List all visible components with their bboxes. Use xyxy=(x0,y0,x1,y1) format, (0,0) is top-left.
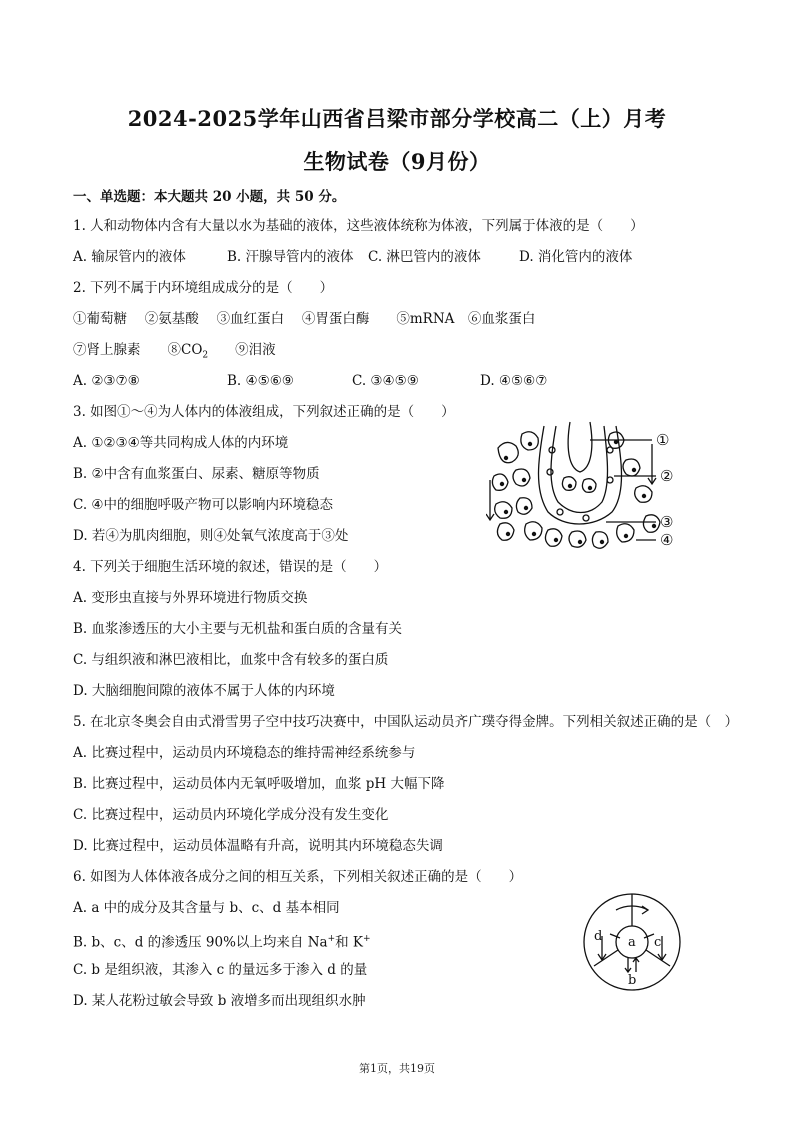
section-heading: 一、单选题：本大题共 20 小题，共 50 分。 xyxy=(73,189,346,205)
q5-option-b: B. 比赛过程中，运动员体内无氧呼吸增加，血浆 pH 大幅下降 xyxy=(73,776,445,792)
q5-stem: 5. 在北京冬奥会自由式滑雪男子空中技巧决赛中，中国队运动员齐广璞夺得金牌。下列相关叙述正确的是（ ） xyxy=(73,714,739,730)
q1-option-a: A. 输尿管内的液体 xyxy=(73,249,186,265)
q3-stem: 3. 如图①～④为人体内的体液组成，下列叙述正确的是（ ） xyxy=(73,404,455,420)
q5-option-c: C. 比赛过程中，运动员内环境化学成分没有发生变化 xyxy=(73,807,389,823)
figure-label-d: d xyxy=(594,929,603,944)
q4-option-a: A. 变形虫直接与外界环境进行物质交换 xyxy=(73,590,308,606)
page-title: 2024-2025学年山西省吕梁市部分学校高二（上）月考 xyxy=(127,106,667,131)
q2-items-line1: ①葡萄糖 ②氨基酸 ③血红蛋白 ④胃蛋白酶 ⑤mRNA ⑥血浆蛋白 xyxy=(73,311,536,327)
page-footer: 第1页，共19页 xyxy=(359,1062,435,1075)
q6-option-a: A. a 中的成分及其含量与 b、c、d 基本相同 xyxy=(73,900,340,916)
q6-option-c: C. b 是组织液，其渗入 c 的量远多于渗入 d 的量 xyxy=(73,962,368,978)
q5-option-d: D. 比赛过程中，运动员体温略有升高，说明其内环境稳态失调 xyxy=(73,838,443,854)
q3-option-a: A. ①②③④等共同构成人体的内环境 xyxy=(73,435,289,451)
q4-option-b: B. 血浆渗透压的大小主要与无机盐和蛋白质的含量有关 xyxy=(73,621,403,637)
page-subtitle: 生物试卷（9月份） xyxy=(303,149,491,174)
q1-option-c: C. 淋巴管内的液体 xyxy=(368,249,481,265)
q4-option-c: C. 与组织液和淋巴液相比，血浆中含有较多的蛋白质 xyxy=(73,652,389,668)
q2-option-b: B. ④⑤⑥⑨ xyxy=(227,373,294,389)
q2-items-line2: ⑦肾上腺素 $⑧CO_2$ ⑨泪液 xyxy=(73,342,276,361)
figure-label-c: c xyxy=(654,935,662,950)
figure-label-a: a xyxy=(628,935,636,950)
q4-stem: 4. 下列关于细胞生活环境的叙述，错误的是（ ） xyxy=(73,559,388,575)
figure-label-4: ④ xyxy=(660,531,674,549)
q3-option-d: D. 若④为肌肉细胞，则④处氧气浓度高于③处 xyxy=(73,528,349,544)
q2-option-a: A. ②③⑦⑧ xyxy=(73,373,140,389)
q5-option-a: A. 比赛过程中，运动员内环境稳态的维持需神经系统参与 xyxy=(73,745,416,761)
body-fluid-tissue-diagram xyxy=(486,420,686,560)
figure-label-2: ② xyxy=(660,467,674,485)
q6-stem: 6. 如图为人体体液各成分之间的相互关系，下列相关叙述正确的是（ ） xyxy=(73,869,523,885)
q2-option-c: C. ③④⑤⑨ xyxy=(352,373,419,389)
body-fluid-circle-diagram xyxy=(580,890,684,994)
figure-label-b: b xyxy=(628,973,637,988)
q1-option-b: B. 汗腺导管内的液体 xyxy=(227,249,354,265)
q2-stem: 2. 下列不属于内环境组成成分的是（ ） xyxy=(73,280,334,296)
q6-option-b: B. b、c、d 的渗透压 90%以上均来自 Na+和 K+ xyxy=(73,934,371,951)
figure-label-1: ① xyxy=(656,431,670,449)
q2-option-d: D. ④⑤⑥⑦ xyxy=(480,373,548,389)
q3-option-c: C. ④中的细胞呼吸产物可以影响内环境稳态 xyxy=(73,497,334,513)
q4-option-d: D. 大脑细胞间隙的液体不属于人体的内环境 xyxy=(73,683,335,699)
q3-option-b: B. ②中含有血浆蛋白、尿素、糖原等物质 xyxy=(73,466,320,482)
q6-option-d: D. 某人花粉过敏会导致 b 液增多而出现组织水肿 xyxy=(73,993,366,1009)
q1-option-d: D. 消化管内的液体 xyxy=(519,249,633,265)
q1-stem: 1. 人和动物体内含有大量以水为基础的液体，这些液体统称为体液，下列属于体液的是（ ） xyxy=(73,218,644,234)
figure-label-3: ③ xyxy=(660,513,674,531)
